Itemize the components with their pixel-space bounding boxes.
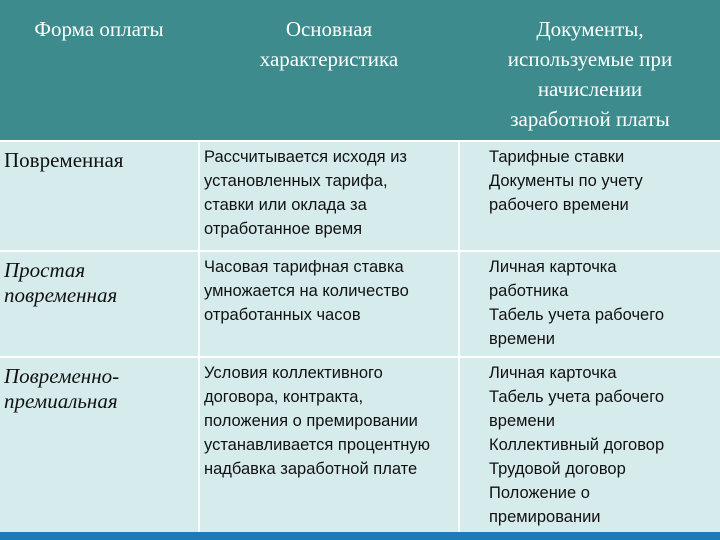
footer-accent-bar <box>0 532 720 540</box>
text-line: отработанных часов <box>204 306 361 324</box>
name-line: премиальная <box>4 389 118 413</box>
payment-form-name <box>0 252 198 308</box>
text-line: Документы по учету <box>489 172 643 190</box>
table-row-2-name <box>0 252 198 356</box>
text-line: ставки или оклада за <box>204 196 367 214</box>
text-line: умножается на количество <box>204 282 409 300</box>
header-line: начислении <box>537 77 643 101</box>
documents-text <box>460 358 720 529</box>
header-line: Основная <box>285 17 373 41</box>
text-line: Табель учета рабочего <box>489 306 665 324</box>
text-line: отработанное время <box>204 220 363 238</box>
header-main-characteristic <box>200 0 458 140</box>
table-row-3-documents <box>460 358 720 532</box>
header-line: Документы, <box>536 17 644 41</box>
table-row-1-description <box>200 142 458 250</box>
text-line: установленных тарифа, <box>204 172 388 190</box>
text-line: Положение о <box>489 484 590 502</box>
text-line: Коллективный договор <box>489 436 665 454</box>
text-line: Условия коллективного <box>204 364 383 382</box>
header-payment-form <box>0 0 198 140</box>
name-line: Повременно- <box>4 364 120 388</box>
payment-form-name <box>0 142 198 173</box>
text-line: договора, контракта, <box>204 388 364 406</box>
text-line: Часовая тарифная ставка <box>204 258 404 276</box>
documents-text <box>460 142 720 217</box>
header-line: характеристика <box>259 47 399 71</box>
header-line: Форма оплаты <box>34 17 164 41</box>
text-line: Табель учета рабочего <box>489 388 665 406</box>
name-line: Повременная <box>4 148 124 172</box>
table-header <box>0 0 720 140</box>
description-text <box>200 358 458 481</box>
header-line: используемые при <box>507 47 673 71</box>
description-text <box>200 142 458 241</box>
documents-text <box>460 252 720 351</box>
text-line: Личная карточка <box>489 258 617 276</box>
text-line: Трудовой договор <box>489 460 626 478</box>
text-line: Тарифные ставки <box>489 148 625 166</box>
description-text <box>200 252 458 327</box>
name-line: Простая <box>4 258 86 282</box>
header-documents <box>460 0 720 140</box>
text-line: работника <box>489 282 569 300</box>
table-row-3-description <box>200 358 458 532</box>
table-row-2-description <box>200 252 458 356</box>
header-line: заработной платы <box>510 107 670 131</box>
text-line: времени <box>489 412 555 430</box>
table-row-3-name <box>0 358 198 532</box>
table-row-2-documents <box>460 252 720 356</box>
text-line: надбавка заработной плате <box>204 460 418 478</box>
text-line: времени <box>489 330 555 348</box>
table-row-1-documents <box>460 142 720 250</box>
table-row-1-name <box>0 142 198 250</box>
text-line: премировании <box>489 508 601 526</box>
name-line: повременная <box>4 283 118 307</box>
text-line: устанавливается процентную <box>204 436 431 454</box>
payment-form-name <box>0 358 198 414</box>
text-line: Личная карточка <box>489 364 617 382</box>
text-line: положения о премировании <box>204 412 418 430</box>
text-line: Рассчитывается исходя из <box>204 148 407 166</box>
text-line: рабочего времени <box>489 196 629 214</box>
